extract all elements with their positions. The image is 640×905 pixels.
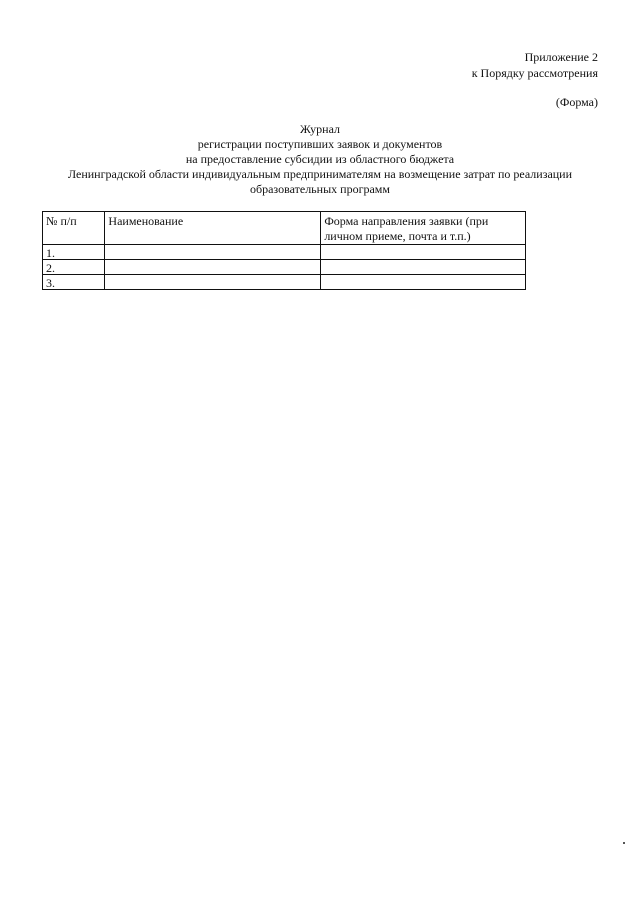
title-line-journal: Журнал — [299, 122, 340, 136]
table-row — [43, 275, 526, 290]
column-header-name: Наименование — [105, 212, 321, 245]
column-header-submission-form: Форма направления заявки (при личном приеме, почта и т.п.) — [321, 212, 526, 245]
title-line-programs: образовательных программ — [250, 182, 390, 196]
row-number-cell: 3. — [43, 275, 105, 290]
scan-artifact-dot — [623, 842, 625, 844]
name-cell — [105, 260, 321, 275]
table-row — [43, 260, 526, 275]
row-number-cell: 2. — [43, 260, 105, 275]
name-cell — [105, 275, 321, 290]
row-number-cell: 1. — [43, 245, 105, 260]
submission-form-cell — [321, 245, 526, 260]
title-line-subsidy: на предоставление субсидии из областного бюджета — [185, 152, 455, 166]
title-line-region: Ленинградской области индивидуальным предпринимателям на возмещение затрат по реализации — [67, 167, 573, 181]
table-row — [43, 245, 526, 260]
column-header-number: № п/п — [43, 212, 105, 245]
table-header-row — [43, 212, 526, 245]
journal-title — [40, 122, 600, 197]
name-cell — [105, 245, 321, 260]
form-label: (Форма) — [555, 95, 598, 109]
submission-form-cell — [321, 260, 526, 275]
appendix-procedure-reference: к Порядку рассмотрения — [471, 66, 598, 80]
submission-form-cell — [321, 275, 526, 290]
appendix-reference — [472, 49, 598, 81]
appendix-number: Приложение 2 — [524, 50, 598, 64]
registration-journal-table — [42, 211, 526, 290]
title-line-registration: регистрации поступивших заявок и документов — [197, 137, 443, 151]
